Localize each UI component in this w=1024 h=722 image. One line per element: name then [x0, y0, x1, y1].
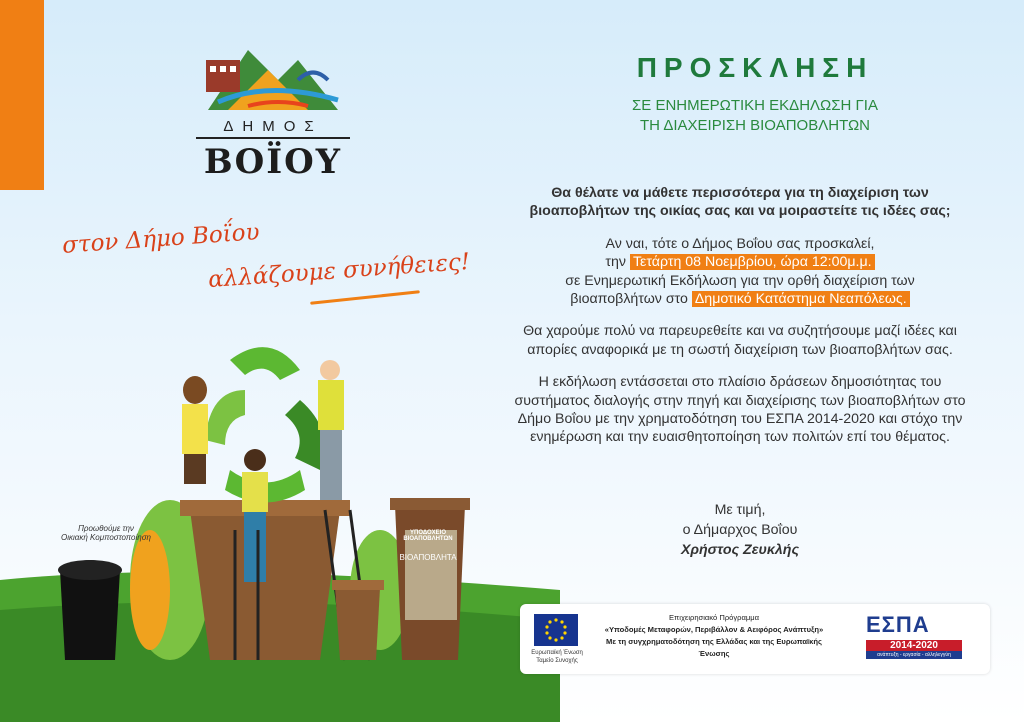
context-paragraph: [490, 373, 990, 447]
bin-label: ΥΠΟΔΟΧΕΙΟ ΒΙΟΑΠΟΒΛΗΤΩΝ: [403, 530, 453, 542]
program-line-2: «Υποδομές Μεταφορών, Περιβάλλον & Αειφόρος Ανάπτυξη»: [604, 625, 824, 634]
bin-label-biowaste: ΒΙΟΑΠΟΒΛΗΤΑ: [399, 553, 457, 562]
signature-name: Χρήστος Ζευκλής: [680, 542, 800, 558]
espa-years: 2014-2020: [866, 640, 962, 651]
eu-caption-line-1: Ευρωπαϊκή Ένωση: [531, 650, 583, 656]
lead-line-1: Θα θέλατε να μάθετε περισσότερα για τη διαχείριση των: [551, 185, 929, 201]
compost-label-line-2: Οικιακή Κομποστοποίηση: [61, 533, 151, 542]
context-line-4: ενημέρωση και την ευαισθητοποίηση των πολιτών επί του θέματος.: [530, 429, 950, 446]
small-bin-icon: [335, 588, 380, 660]
event-line-1: Αν ναι, τότε ο Δήμος Βοΐου σας προσκαλεί,: [605, 235, 875, 252]
logo-emblem-icon: [188, 40, 358, 120]
eu-caption: [526, 649, 588, 665]
lead-line-2: βιοαποβλήτων της οικίας σας και να μοιραστείτε τις ιδέες σας;: [529, 203, 951, 220]
signature-role: ο Δήμαρχος Βοΐου: [682, 522, 798, 538]
signature-closing: Με τιμή,: [714, 502, 766, 518]
program-line-3: Με τη συγχρηματοδότηση της Ελλάδας και της Ευρωπαϊκής Ένωσης: [606, 637, 822, 658]
event-line-4-prefix: βιοαποβλήτων στο: [570, 291, 688, 308]
municipality-logo: [188, 40, 358, 180]
compost-label: [56, 524, 156, 542]
context-line-3: Δήμο Βοΐου με την χρηματοδότηση του ΕΣΠΑ 2014-2020 και στόχο την: [517, 411, 963, 428]
program-text: [594, 612, 834, 660]
event-line-2-prefix: την: [605, 254, 626, 271]
welcome-line-1: Θα χαρούμε πολύ να παρευρεθείτε και να συζητήσουμε μαζί ιδέες και: [523, 323, 957, 340]
event-date-highlight: Τετάρτη 08 Νοεμβρίου, ώρα 12:00μ.μ.: [630, 254, 875, 270]
espa-logo: [866, 612, 962, 659]
welcome-paragraph: [490, 322, 990, 359]
espa-word: ΕΣΠΑ: [866, 612, 930, 637]
subtitle-line-1: ΣΕ ΕΝΗΜΕΡΩΤΙΚΗ ΕΚΔΗΛΩΣΗ ΓΙΑ: [632, 97, 878, 114]
eu-flag-icon: [534, 614, 578, 646]
event-paragraph: [490, 235, 990, 309]
logo-text-voiou: ΒΟΪΟΥ: [203, 142, 343, 182]
slogan-underline: [310, 290, 420, 304]
compost-label-line-1: Προωθούμε την: [78, 524, 134, 533]
logo-text-dimos: ΔΗΜΟΣ: [223, 118, 323, 135]
signature-block: [640, 500, 840, 560]
logo-divider: [196, 137, 350, 139]
orange-accent-bar: [0, 0, 44, 190]
lead-paragraph: [490, 184, 990, 221]
program-line-1: Επιχειρησιακό Πρόγραμμα: [668, 613, 760, 622]
espa-tagline: ανάπτυξη - εργασία - αλληλεγγύη: [866, 651, 962, 659]
eu-caption-line-2: Ταμείο Συνοχής: [536, 658, 578, 664]
slogan-line-2: αλλάζουμε συνήθειες!: [207, 248, 471, 294]
subtitle-line-2: ΤΗ ΔΙΑΧΕΙΡΙΣΗ ΒΙΟΑΠΟΒΛΗΤΩΝ: [639, 117, 871, 134]
invitation-body: [490, 184, 990, 461]
slogan-line-1: στον Δήμο Βοΐου: [61, 219, 261, 259]
welcome-line-2: απορίες αναφορικά με τη σωστή διαχείριση των βιοαποβλήτων σας.: [527, 341, 953, 358]
page-subtitle: [560, 96, 950, 136]
recycle-symbol-icon: [230, 347, 300, 380]
funding-footer: [520, 604, 990, 674]
context-line-2: συστήματος διαλογής στην πηγή και διαχείρισης των βιοαποβλήτων στο: [514, 392, 966, 409]
context-line-1: Η εκδήλωση εντάσσεται στο πλαίσιο δράσεων δημοσιότητας του: [538, 374, 942, 391]
event-line-3: σε Ενημερωτική Εκδήλωση για την ορθή διαχείριση των: [565, 272, 915, 289]
page-title: ΠΡΟΣΚΛΗΣΗ: [636, 52, 874, 83]
event-place-highlight: Δημοτικό Κατάστημα Νεαπόλεως.: [692, 291, 910, 307]
